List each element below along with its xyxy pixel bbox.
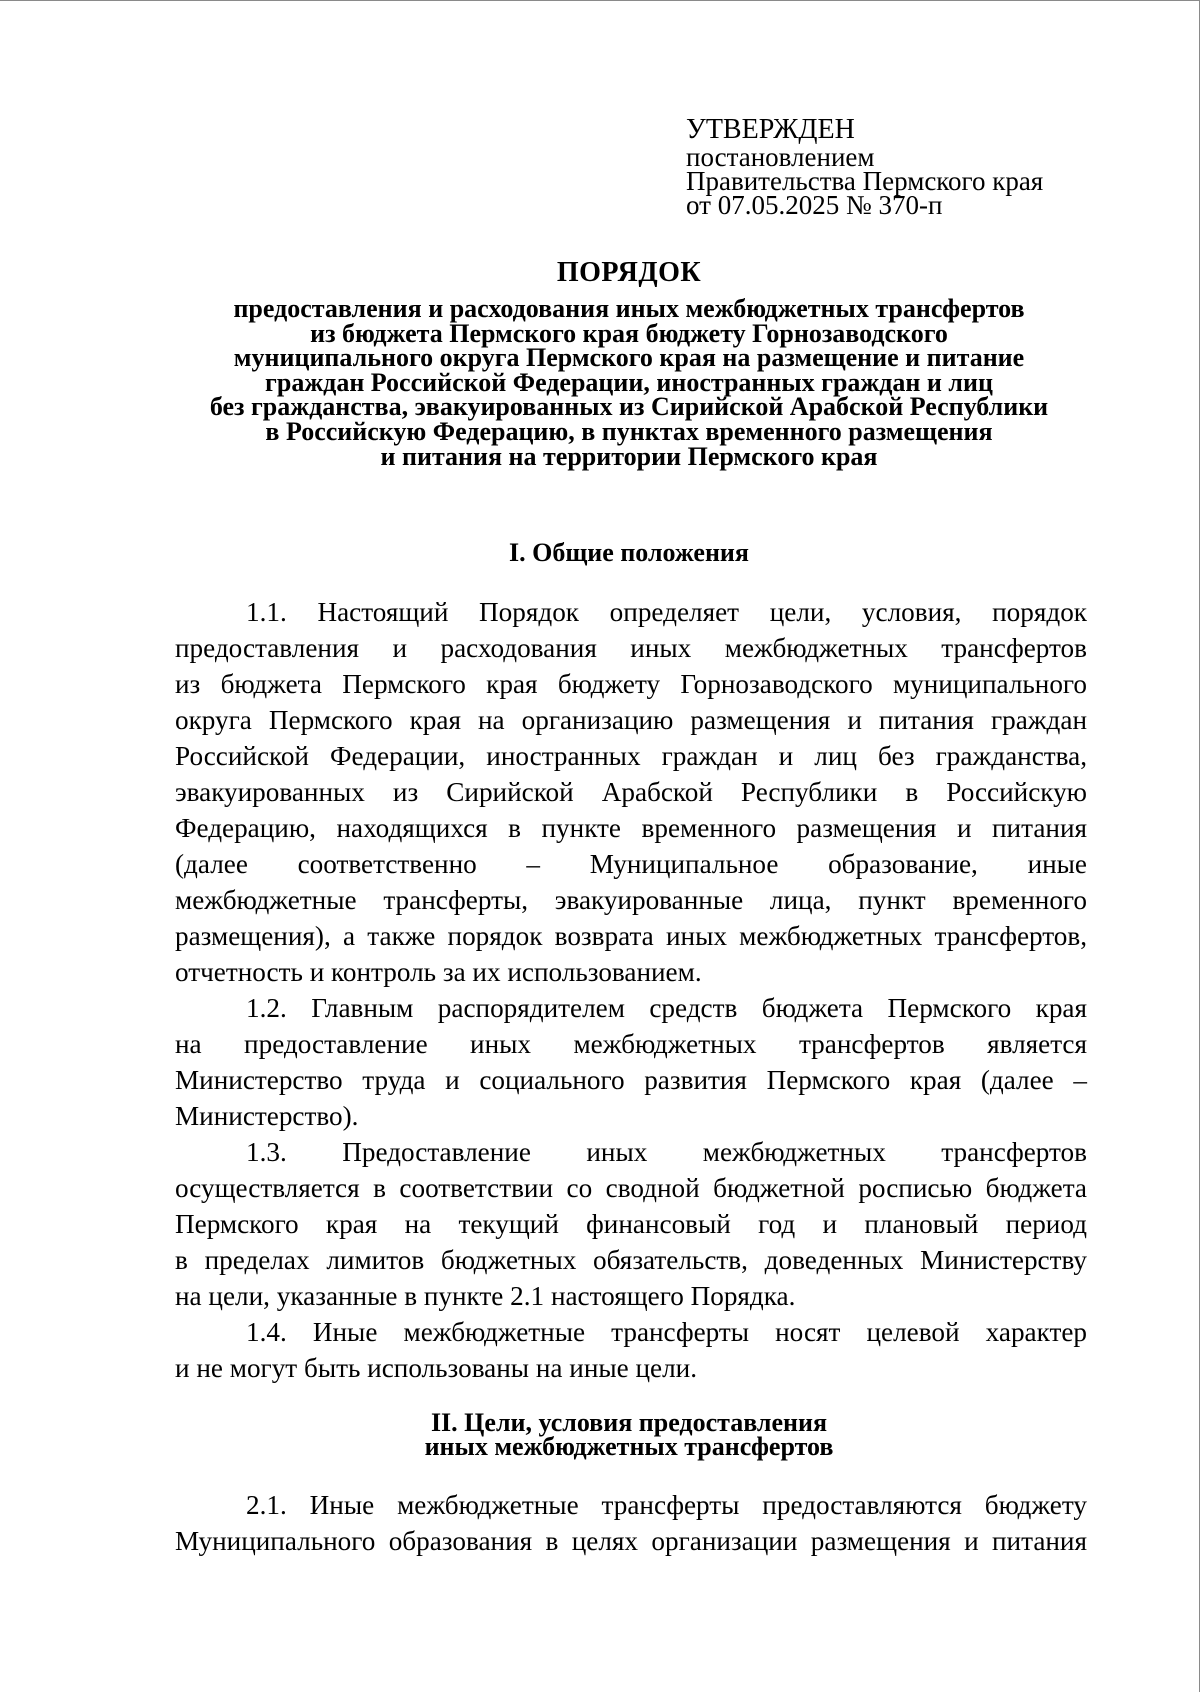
paragraph-line: Российской Федерации, иностранных граждан и лиц без гражданства, [175,741,1087,771]
paragraph-line: 1.3. Предоставление иных межбюджетных трансфертов [246,1137,1087,1167]
approval-line: от 07.05.2025 № 370-п [686,190,943,220]
paragraph-line: отчетность и контроль за их использованием. [175,957,702,987]
paragraph-line: межбюджетные трансферты, эвакуированные лица, пункт временного [175,885,1087,915]
subtitle-line: муниципального округа Пермского края на размещение и питание [233,343,1025,373]
section-1-body [175,594,1087,1386]
paragraph-line: предоставления и расходования иных межбюджетных трансфертов [175,633,1087,663]
approval-line: постановлением [686,142,875,172]
approval-stamp [686,114,1106,220]
paragraph-line: 1.4. Иные межбюджетные трансферты носят целевой характер [246,1317,1087,1347]
paragraph-line: округа Пермского края на организацию размещения и питания граждан [175,705,1087,735]
section-heading [120,1408,1138,1461]
paragraph-line: на предоставление иных межбюджетных трансфертов является [175,1029,1087,1059]
paragraph-line: (далее соответственно – Муниципальное образование, иные [175,849,1087,879]
approval-line: Правительства Пермского края [686,166,1044,196]
paragraph-line: Министерство труда и социального развития Пермского края (далее – [175,1065,1087,1095]
paragraph-line: размещения), а также порядок возврата иных межбюджетных трансфертов, [175,921,1087,951]
paragraph-line: Муниципального образования в целях организации размещения и питания [175,1526,1087,1556]
section-2-body [175,1487,1087,1559]
section-heading-line: II. Цели, условия предоставления [430,1408,828,1437]
subtitle-line: и питания на территории Пермского края [380,441,878,471]
paragraph-line: Пермского края на текущий финансовый год и плановый период [175,1209,1087,1239]
paragraph-line: эвакуированных из Сирийской Арабской Республики в Российскую [175,777,1087,807]
section-heading [120,538,1138,567]
paragraph-line: Министерство). [175,1101,359,1131]
section-heading-line: I. Общие положения [509,538,749,567]
paragraph-line: в пределах лимитов бюджетных обязательств, доведенных Министерству [175,1245,1087,1275]
section-heading-line: иных межбюджетных трансфертов [424,1432,834,1461]
paragraph-line: осуществляется в соответствии со сводной бюджетной росписью бюджета [175,1173,1087,1203]
paragraph-line: Федерацию, находящихся в пункте временного размещения и питания [175,813,1087,843]
paragraph-line: и не могут быть использованы на иные цели. [175,1353,698,1383]
paragraph-line: 1.2. Главным распорядителем средств бюджета Пермского края [246,993,1087,1023]
paragraph-line: 2.1. Иные межбюджетные трансферты предоставляются бюджету [246,1490,1087,1520]
subtitle-line: граждан Российской Федерации, иностранных граждан и лиц [265,367,993,397]
document-title: ПОРЯДОК [556,257,702,288]
paragraph-line: 1.1. Настоящий Порядок определяет цели, условия, порядок [246,597,1087,627]
subtitle-line: в Российскую Федерацию, в пунктах временного размещения [265,416,993,446]
approval-line: УТВЕРЖДЕН [686,114,855,145]
subtitle-line: из бюджета Пермского края бюджету Горнозаводского [310,318,948,348]
paragraph-line: на цели, указанные в пункте 2.1 настоящего Порядка. [175,1281,796,1311]
subtitle-line: предоставления и расходования иных межбюджетных трансфертов [233,294,1025,323]
subtitle-line: без гражданства, эвакуированных из Сирийской Арабской Республики [209,392,1049,422]
paragraph-line: из бюджета Пермского края бюджету Горнозаводского муниципального [175,669,1087,699]
document-subtitle [120,294,1138,471]
